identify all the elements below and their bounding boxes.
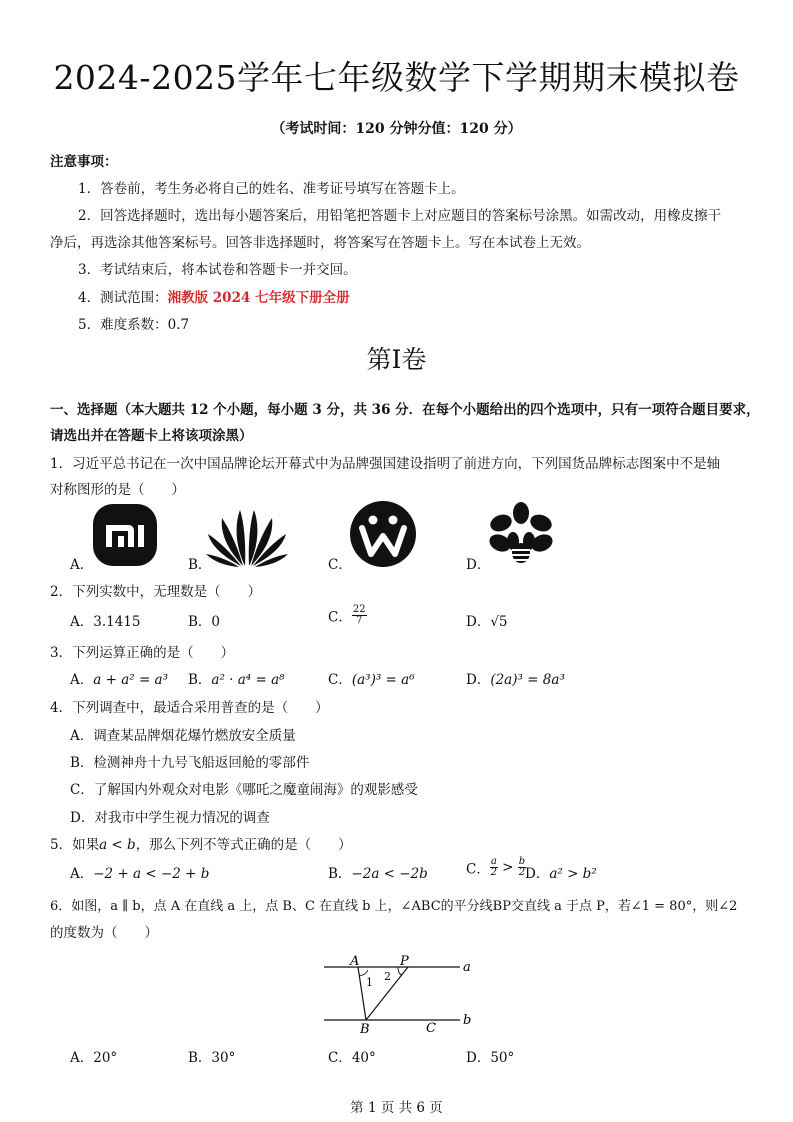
q5-option-d [525,862,597,882]
q5-option-a [70,862,209,882]
question-6-stem: 6．如图，a ∥ b，点 A 在直线 a 上，点 B、C 在直线 b 上，∠ABC的平分线BP交直线 a 于点 P，若∠1 = 80°，则∠2 [50,899,738,914]
q5-stem-suffix: ，那么下列不等式正确的是（ ） [135,837,352,853]
q2-option-b: B．0 [188,614,221,630]
q5-option-d-expr: a² > b² [549,866,597,882]
question-5-stem [50,833,352,853]
operator: > [502,859,514,876]
q3-option-c-expr: (a³)³ = a⁶ [351,672,415,688]
notice-item: 3．考试结束后，将本试卷和答题卡一并交回。 [78,262,357,278]
point-b-label: B [360,1022,370,1036]
q5-option-a-expr: −2 + a < −2 + b [93,866,210,882]
notice-item: 1．答卷前，考生务必将自己的姓名、准考证号填写在答题卡上。 [78,181,465,197]
notice-item: 净后，再选涂其他答案标号。回答非选择题时，将答案写在答题卡上。写在本试卷上无效。 [50,235,590,251]
q3-option-d-label: D． [466,672,491,688]
volume-heading: 第Ⅰ卷 [366,345,427,374]
q3-option-d-expr: (2a)³ = 8a³ [490,672,565,688]
q3-option-b [188,668,285,688]
option-a-label: A． [70,557,94,573]
line-b-label: b [463,1013,472,1028]
denominator: 2 [490,867,498,878]
question-1-stem-cont: 对称图形的是（ ） [50,482,185,498]
q5-option-c-label: C． [466,861,490,878]
numerator: b [518,856,526,867]
q3-option-a-label: A． [70,672,94,688]
question-2-stem: 2．下列实数中，无理数是（ ） [50,584,262,600]
q5-option-a-label: A． [70,866,94,882]
q5-stem-math: a < b [99,837,136,853]
point-c-label: C [426,1021,436,1036]
line-a-label: a [463,960,471,975]
q5-option-b-expr: −2a < −2b [351,866,428,882]
q2-option-d [466,610,508,630]
q6-option-d: D．50° [466,1050,515,1066]
q4-option-b: B．检测神舟十九号飞船返回舱的零部件 [70,755,310,771]
q5-option-b-label: B． [328,866,352,882]
q5-stem-prefix: 5．如果 [50,837,100,853]
q3-option-a [70,668,168,688]
point-a-label: A [350,954,360,969]
q3-option-a-expr: a + a² = a³ [93,672,169,688]
huawei-logo-icon [206,508,288,568]
denominator: 2 [518,867,526,878]
numerator: 22 [352,604,366,615]
q2-option-d-label: D． [466,614,491,630]
option-d-label: D． [466,557,491,573]
q3-option-b-expr: a² · a⁴ = a⁸ [211,672,285,688]
q2-option-c [328,605,367,626]
q4-option-d: D．对我市中学生视力情况的调查 [70,810,270,826]
angle-2-label: 2 [384,970,391,983]
section-heading: 一、选择题（本大题共 12 个小题，每小题 3 分，共 36 分．在每个小题给出的四个选项中，只有一项符合题目要求， [50,402,760,418]
q4-option-c: C．了解国内外观众对电影《哪吒之魔童闹海》的观影感受 [70,782,418,798]
point-p-label: P [400,954,409,969]
q5-option-b [328,862,428,882]
q5-option-c [466,857,526,878]
notice-item [78,286,350,306]
angle-1-label: 1 [366,976,373,989]
q2-option-d-value: √5 [490,614,508,630]
q3-option-c [328,668,415,688]
question-4-stem: 4．下列调查中，最适合采用普查的是（ ） [50,700,329,716]
q5-option-d-label: D． [525,866,550,882]
mi-logo-icon [92,503,158,567]
page-title: 2024-2025学年七年级数学下学期期末模拟卷 [53,58,740,97]
exam-info: （考试时间：120 分钟分值：120 分） [271,121,522,137]
section-heading-cont: 请选出并在答题卡上将该项涂黑） [50,428,253,444]
question-3-stem: 3．下列运算正确的是（ ） [50,645,235,661]
q4-option-a: A．调查某品牌烟花爆竹燃放安全质量 [70,728,296,744]
notice-range-label: 4．测试范围： [78,290,168,306]
denominator: 7 [356,615,363,626]
notice-item: 2．回答选择题时，选出每小题答案后，用铅笔把答题卡上对应题目的答案标号涂黑。如需改动，用橡皮擦干 [78,208,722,224]
q6-option-a: A．20° [70,1050,118,1066]
option-b-label: B． [188,557,212,573]
q6-option-c: C．40° [328,1050,376,1066]
numerator: a [490,856,497,867]
geometry-figure [320,950,480,1036]
notice-range-value: 湘教版 2024 七年级下册全册 [167,290,350,306]
notice-item: 5．难度系数：0.7 [78,317,190,333]
flower-logo-icon [486,501,556,569]
q2-option-a: A．3.1415 [70,614,141,630]
fraction [352,605,367,626]
notice-heading: 注意事项： [50,154,118,170]
q3-option-c-label: C． [328,672,352,688]
question-1-stem: 1．习近平总书记在一次中国品牌论坛开幕式中为品牌强国建设指明了前进方向，下列国货品牌标志图案中不是轴 [50,456,721,472]
w-logo-icon [349,500,417,568]
q6-option-b: B．30° [188,1050,236,1066]
q3-option-d [466,668,565,688]
option-c-label: C． [328,557,352,573]
q3-option-b-label: B． [188,672,212,688]
question-6-stem-cont: 的度数为（ ） [50,925,158,941]
q2-option-c-label: C． [328,609,352,626]
fraction [490,857,498,878]
page-footer: 第 1 页 共 6 页 [350,1100,443,1116]
